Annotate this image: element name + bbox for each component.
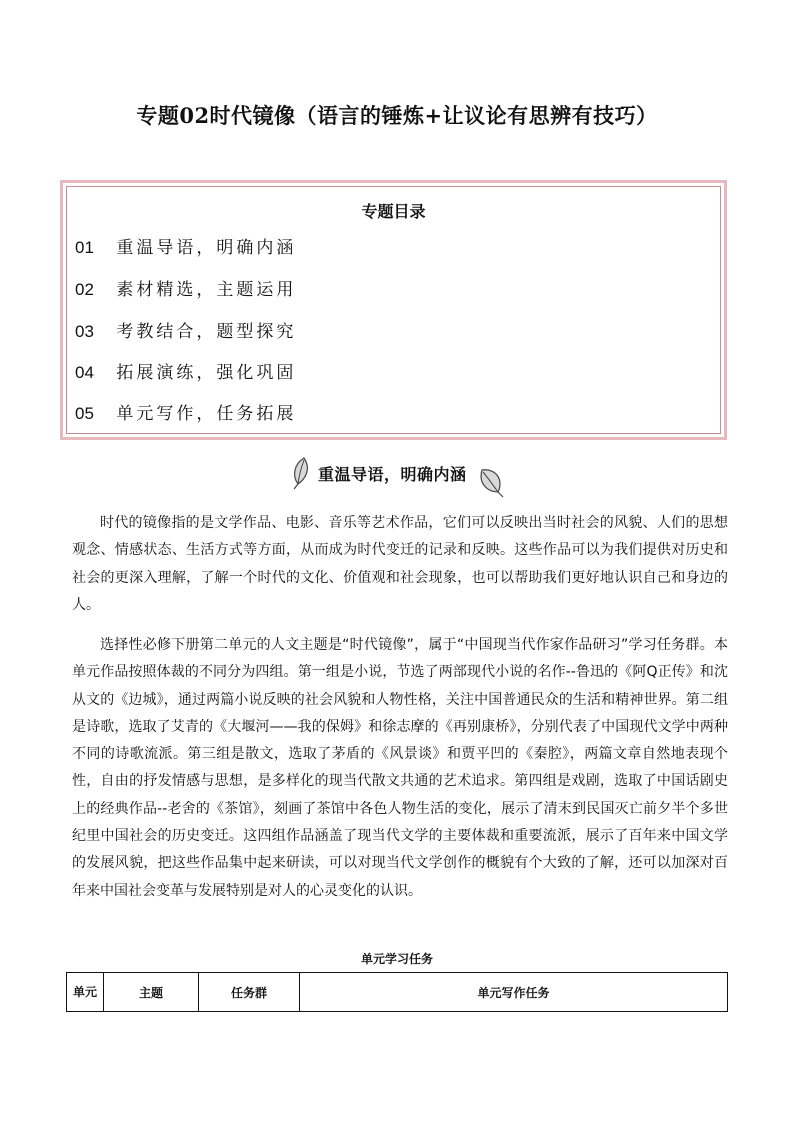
table-of-contents <box>60 180 727 440</box>
header-task-group: 任务群 <box>199 973 300 1012</box>
table-header-row <box>67 973 728 1012</box>
header-writing-task: 单元写作任务 <box>300 973 728 1012</box>
toc-item-text: 单元写作，任务拓展 <box>116 404 297 424</box>
toc-item-text: 拓展演练，强化巩固 <box>116 363 297 383</box>
toc-item-text: 重温导语，明确内涵 <box>116 238 297 258</box>
toc-item[interactable] <box>75 401 296 427</box>
table-caption: 单元学习任务 <box>360 952 433 966</box>
toc-item[interactable] <box>75 235 296 261</box>
header-theme: 主题 <box>104 973 199 1012</box>
section-heading: 重温导语，明确内涵 <box>318 465 467 484</box>
toc-item[interactable] <box>75 277 296 303</box>
leaf-ornament-icon <box>476 466 506 498</box>
toc-item-number: 03 <box>75 322 94 341</box>
body-paragraph: 选择性必修下册第二单元的人文主题是“时代镜像”，属于“中国现当代作家作品研习”学习任务群。本单元作品按照体裁的不同分为四组。第一组是小说，节选了两部现代小说的名作--鲁迅的《阿Q正传》和沈从文的《边城》，通过两篇小说反映的社会风貌和人物性格，关注中国普通民众的生活和精神世界。第二组是诗歌，选取了艾青的《大堰河——我的保姆》和徐志摩的《再别康桥》，分别代表了中国现代文学中两种不同的诗歌流派。第三组是散文，选取了茅盾的《风景谈》和贾平凹的《秦腔》，两篇文章自然地表现个性，自由的抒发情感与思想，是多样化的现当代散文共通的艺术追求。第四组是戏剧，选取了中国话剧史上的经典作品--老舍的《茶馆》，刻画了茶馆中各色人物生活的变化，展示了清末到民国灭亡前夕半个多世纪里中国社会的历史变迁。这四组作品涵盖了现当代文学的主要体裁和重要流派，展示了百年来中国文学的发展风貌，把这些作品集中起来研读，可以对现当代文学创作的概貌有个大致的了解，还可以加深对百年来中国社会变革与发展特别是对人的心灵变化的认识。 <box>72 637 728 899</box>
toc-item-number: 01 <box>75 238 94 257</box>
toc-item-text: 素材精选，主题运用 <box>116 280 297 300</box>
toc-item-number: 05 <box>75 404 94 423</box>
body-paragraph: 时代的镜像指的是文学作品、电影、音乐等艺术作品，它们可以反映出当时社会的风貌、人们的思想观念、情感状态、生活方式等方面，从而成为时代变迁的记录和反映。这些作品可以为我们提供对历史和社会的更深入理解，了解一个时代的文化、价值观和社会现象，也可以帮助我们更好地认识自己和身边的人。 <box>72 515 728 613</box>
unit-task-table <box>66 972 728 1012</box>
toc-item[interactable] <box>75 360 296 386</box>
toc-item-text: 考教结合，题型探究 <box>116 322 297 342</box>
toc-heading: 专题目录 <box>361 202 426 221</box>
toc-item-number: 02 <box>75 280 94 299</box>
header-unit: 单元 <box>67 973 104 1012</box>
toc-item-number: 04 <box>75 363 94 382</box>
toc-item[interactable] <box>75 319 296 345</box>
leaf-ornament-icon <box>290 456 318 490</box>
section-banner <box>290 456 506 496</box>
document-title: 专题02时代镜像（语言的锤炼+让议论有思辨有技巧） <box>136 103 658 128</box>
